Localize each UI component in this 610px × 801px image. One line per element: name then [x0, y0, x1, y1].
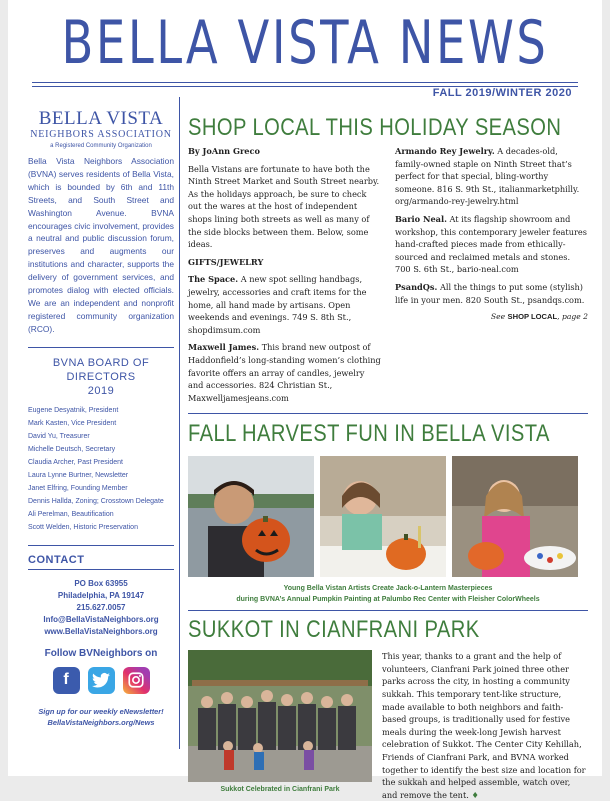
continued-suffix: , page 2 [557, 312, 588, 322]
board-member: Claudia Archer, Past President [28, 458, 123, 466]
sidebar-rule [28, 569, 174, 570]
board-year: 2019 [87, 384, 115, 397]
article-intro: Bella Vistans are fortunate to have both the Ninth Street Market and South Street nearby. As the holidays approach, be sure to check out the wares at the host of independent shops lining both streets as well as many of the side blocks between them. Below, some ideas. [188, 163, 380, 250]
org-tagline: a Registered Community Organization [50, 143, 152, 149]
column-divider [179, 97, 180, 749]
social-links [28, 667, 174, 694]
shop-item-text: All the things to put some (stylish) life in your men. 820 South St., psandqs.com. [395, 281, 585, 305]
sidebar [28, 110, 174, 728]
boy-with-pumpkin-image [188, 456, 314, 577]
shop-item [395, 145, 588, 208]
shop-local-headline: SHOP LOCAL THIS HOLIDAY SEASON [188, 114, 562, 141]
sidebar-rule [28, 545, 174, 546]
board-member: Scott Welden, Historic Preservation [28, 523, 138, 531]
contact-city: Philadelphia, PA 19147 [57, 590, 145, 600]
shop-item [395, 281, 588, 306]
board-member: Laura Lynne Burtner, Newsletter [28, 471, 129, 479]
shop-item-text: A decades-old, family-owned staple on Ninth Street that’s perfect for that special, bling-worthy someone. 816 S. 9th St., italianmarketphilly. org/armando-rey-jewelry.html [395, 146, 580, 207]
signup-prompt: Sign up for our weekly eNewsletter! [38, 706, 164, 716]
board-member: David Yu, Treasurer [28, 432, 90, 440]
shop-item-name: Bario Neal. [395, 213, 447, 224]
harvest-photo-girl-palette [452, 456, 578, 577]
girl-painting-pumpkin-image [320, 456, 446, 577]
contact-phone[interactable]: 215.627.0057 [76, 602, 126, 612]
harvest-photos [188, 456, 588, 577]
twitter-bird-icon [92, 673, 110, 688]
org-description: Bella Vista Neighbors Association (BVNA) serves residents of Bella Vista, which is bounded by 6th and 11th Streets, and South Street and Washington Avenue. BVNA encourages civic involvement, provides a neutral and public discussion forum, preserves and augments our institutions and character, supports the delivery of government services, and promotes dialog with elected officials. We are an independent and nonprofit registered community organization (RCO). [28, 156, 174, 334]
org-subtitle: NEIGHBORS ASSOCIATION [30, 129, 172, 140]
harvest-headline: FALL HARVEST FUN IN BELLA VISTA [188, 420, 550, 448]
signup-block [28, 706, 174, 728]
board-member: Dennis Hallda, Zoning; Crosstown Delegate [28, 497, 164, 505]
shop-item [188, 273, 381, 336]
girl-with-palette-image [452, 456, 578, 577]
sukkot-headline: SUKKOT IN CIANFRANI PARK [188, 616, 480, 644]
shop-item [395, 213, 588, 276]
facebook-icon[interactable] [53, 667, 80, 694]
sidebar-rule [28, 347, 174, 348]
continued-prefix: See [490, 312, 508, 322]
contact-po-box: PO Box 63955 [74, 578, 128, 588]
board-member: Eugene Desyatnik, President [28, 406, 119, 414]
harvest-caption [188, 583, 588, 605]
harvest-caption-line1: Young Bella Vistan Artists Create Jack-o-Lantern Masterpieces [283, 585, 493, 593]
contact-email-link[interactable]: Info@BellaVistaNeighbors.org [43, 614, 159, 624]
shop-item-name: Armando Rey Jewelry. [395, 146, 495, 156]
harvest-caption-line2: during BVNA’s Annual Pumpkin Painting at Palumbo Rec Center with Fleisher ColorWheels [236, 596, 540, 604]
issue-date: FALL 2019/WINTER 2020 [432, 87, 572, 99]
main-content [188, 96, 588, 801]
follow-label: Follow BVNeighbors on [44, 647, 158, 659]
contact-website-link[interactable]: www.BellaVistaNeighbors.org [44, 626, 158, 636]
newsletter-page [8, 0, 602, 800]
board-member: Michelle Deutsch, Secretary [28, 445, 116, 453]
shop-item-text: This brand new outpost of Haddonfield’s long-standing women’s clothing favorite offers an array of candles, jewelry and accessories. 824 Christian St., Maxwelljamesjeans.com [188, 342, 381, 403]
contact-heading: CONTACT [28, 553, 85, 566]
continued-note [395, 311, 588, 324]
shop-item [188, 341, 381, 404]
shop-item-name: Maxwell James. [188, 342, 260, 353]
masthead-rule-top [32, 82, 578, 83]
board-heading: BVNA BOARD OF DIRECTORS [52, 356, 150, 383]
board-member: Mark Kasten, Vice President [28, 419, 117, 427]
twitter-icon[interactable] [88, 667, 115, 694]
shop-item-name: The Space. [188, 274, 239, 285]
byline: By JoAnn Greco [188, 146, 260, 156]
shop-item-text: A new spot selling handbags, jewelry, accessories and craft items for the home, all hand made by artisans. Open weekends and evenings. 749 S. 8th St., shopdimsum.com [188, 274, 367, 335]
sukkot-figure [188, 650, 372, 801]
group-in-sukkah-image [188, 650, 372, 782]
shop-local-article [188, 145, 588, 409]
org-name: BELLA VISTA [38, 108, 164, 129]
section-rule [188, 413, 588, 414]
sukkot-photo [188, 650, 372, 782]
section-rule [188, 610, 588, 611]
instagram-camera-icon [127, 671, 145, 689]
article-column-right [395, 145, 588, 409]
masthead-title: BELLA VISTA NEWS [61, 8, 549, 78]
board-list [28, 404, 174, 534]
article-column-left [188, 145, 381, 409]
harvest-photo-boy [188, 456, 314, 577]
facebook-glyph: f [63, 671, 69, 689]
shop-item-text: At its flagship showroom and workshop, this contemporary jeweler features hand-crafted pieces made from ethically-sourced and reclaimed metals and stones. 700 S. 6th St., bario-neal.com [395, 213, 587, 275]
contact-block [28, 578, 174, 638]
end-mark-icon: ♦ [471, 789, 479, 800]
instagram-icon[interactable] [123, 667, 150, 694]
board-member: Janet Elfring, Founding Member [28, 484, 128, 492]
sukkot-caption: Sukkot Celebrated in Cianfrani Park [220, 786, 340, 794]
signup-link[interactable]: BellaVistaNeighbors.org/News [47, 717, 155, 727]
sukkot-text: This year, thanks to a grant and the help of volunteers, Cianfrani Park joined three other parks across the city, in hosting a community sukkah. This temporary tent-like structure, made available to both neighbors and faith-based groups, is traditionally used for festive meals during the week-long Jewish harvest celebration of Sukkot. The Center City Kehillah, Friends of Cianfrani Park, and BVNA worked together to identify the best size and location for the sukkah and helped assemble, watch over, and remove the tent. [382, 651, 586, 800]
sukkot-article [188, 650, 588, 801]
continued-link[interactable]: SHOP LOCAL [507, 312, 558, 322]
category-heading: GIFTS/JEWELRY [188, 256, 264, 267]
board-member: Ali Perelman, Beautification [28, 510, 114, 518]
sukkot-body [382, 650, 586, 801]
shop-item-name: PsandQs. [395, 281, 438, 292]
harvest-photo-girl-painting [320, 456, 446, 577]
